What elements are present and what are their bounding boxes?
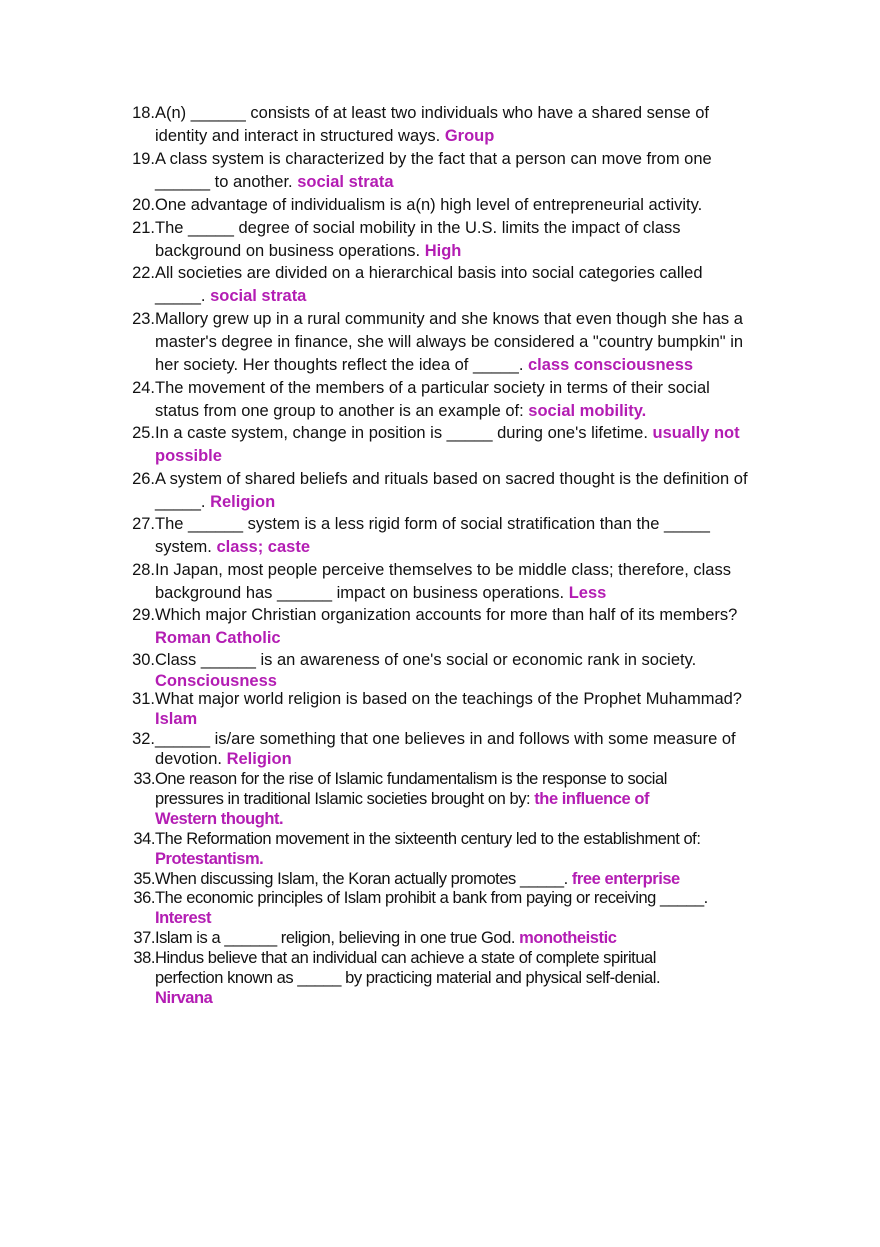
text-line bbox=[155, 217, 681, 240]
question-text: The economic principles of Islam prohibit a bank from paying or receiving _____. bbox=[155, 889, 708, 907]
text-line bbox=[155, 102, 709, 125]
answer-text: Interest bbox=[155, 909, 212, 927]
question-text: _____. bbox=[155, 287, 211, 305]
text-line bbox=[155, 729, 736, 749]
answer-text: social strata bbox=[210, 287, 307, 305]
question-text: A class system is characterized by the fact that a person can move from one bbox=[155, 150, 712, 168]
text-line bbox=[155, 536, 710, 559]
text-line bbox=[155, 948, 660, 968]
text-line bbox=[155, 749, 736, 769]
question-body bbox=[155, 148, 712, 194]
answer-text: monotheistic bbox=[519, 929, 617, 947]
text-line bbox=[155, 769, 667, 789]
question-text: The _____ degree of social mobility in the U.S. limits the impact of class bbox=[155, 219, 681, 237]
text-line bbox=[155, 308, 743, 331]
question-number: 26. bbox=[132, 470, 155, 488]
question-body bbox=[155, 102, 709, 148]
text-line bbox=[155, 194, 702, 217]
question-number: 18. bbox=[132, 104, 155, 122]
text-line bbox=[155, 888, 708, 908]
question-number: 21. bbox=[132, 219, 155, 237]
text-line bbox=[155, 988, 660, 1008]
question-text: All societies are divided on a hierarchical basis into social categories called bbox=[155, 264, 703, 282]
text-line bbox=[155, 582, 731, 605]
question-text: background has ______ impact on business operations. bbox=[155, 584, 569, 602]
question-body bbox=[155, 948, 660, 1008]
answer-text: class; caste bbox=[216, 538, 311, 556]
question-text: background on business operations. bbox=[155, 242, 425, 260]
question-text: her society. Her thoughts reflect the idea of _____. bbox=[155, 356, 528, 374]
text-line bbox=[155, 171, 712, 194]
answer-text: Less bbox=[568, 584, 607, 602]
answer-text: Religion bbox=[210, 493, 276, 511]
question-text: The movement of the members of a particular society in terms of their social bbox=[155, 379, 710, 397]
question-text: In a caste system, change in position is _____ during one's lifetime. bbox=[155, 424, 653, 442]
question-text: A system of shared beliefs and rituals based on sacred thought is the definition of bbox=[155, 470, 748, 488]
answer-text: free enterprise bbox=[571, 870, 680, 888]
question-number: 29. bbox=[132, 606, 155, 624]
answer-text: class consciousness bbox=[528, 356, 694, 374]
answer-text: Roman Catholic bbox=[155, 629, 281, 647]
question-body bbox=[155, 308, 743, 377]
question-number: 30. bbox=[132, 651, 155, 669]
question-number: 25. bbox=[132, 424, 155, 442]
answer-text: Group bbox=[444, 127, 495, 145]
question-number: 22. bbox=[132, 264, 155, 282]
text-line bbox=[155, 513, 710, 536]
text-line bbox=[155, 968, 660, 988]
text-line bbox=[155, 908, 708, 928]
question-text: Mallory grew up in a rural community and she knows that even though she has a bbox=[155, 310, 743, 328]
question-number: 28. bbox=[132, 561, 155, 579]
question-text: ______ is/are something that one believes in and follows with some measure of bbox=[155, 730, 736, 748]
text-line bbox=[155, 422, 740, 445]
question-text: The ______ system is a less rigid form of social stratification than the _____ bbox=[155, 515, 710, 533]
question-text: perfection known as _____ by practicing material and physical self-denial. bbox=[155, 969, 661, 987]
question-text: master's degree in finance, she will always be considered a "country bumpkin" in bbox=[155, 333, 744, 351]
answer-text: High bbox=[424, 242, 462, 260]
question-text: In Japan, most people perceive themselves to be middle class; therefore, class bbox=[155, 561, 731, 579]
text-line bbox=[155, 445, 740, 468]
text-line bbox=[155, 468, 748, 491]
question-body bbox=[155, 262, 703, 308]
question-body bbox=[155, 689, 742, 729]
answer-text: Islam bbox=[155, 710, 198, 728]
question-body bbox=[155, 194, 702, 217]
answer-text: Protestantism. bbox=[155, 850, 264, 868]
answer-text: Western thought. bbox=[155, 810, 284, 828]
question-text: identity and interact in structured ways. bbox=[155, 127, 445, 145]
question-body bbox=[155, 869, 680, 889]
question-body bbox=[155, 468, 748, 514]
text-line bbox=[155, 809, 667, 829]
answer-text: social strata bbox=[297, 173, 394, 191]
text-line bbox=[155, 400, 710, 423]
question-text: _____. bbox=[155, 493, 211, 511]
question-body bbox=[155, 769, 667, 829]
question-text: A(n) ______ consists of at least two individuals who have a shared sense of bbox=[155, 104, 709, 122]
text-line bbox=[155, 650, 696, 671]
question-body bbox=[155, 829, 700, 869]
question-body bbox=[155, 377, 710, 423]
question-number: 19. bbox=[132, 150, 155, 168]
text-line bbox=[155, 125, 709, 148]
question-number: 36. bbox=[133, 889, 155, 907]
question-text: system. bbox=[155, 538, 217, 556]
question-text: When discussing Islam, the Koran actually promotes _____. bbox=[155, 870, 572, 888]
question-body bbox=[155, 928, 616, 948]
question-number: 20. bbox=[132, 196, 155, 214]
question-text: Islam is a ______ religion, believing in one true God. bbox=[155, 929, 520, 947]
text-line bbox=[155, 709, 742, 729]
question-number: 33. bbox=[133, 770, 155, 788]
question-number: 32. bbox=[132, 730, 155, 748]
answer-text: Consciousness bbox=[155, 672, 277, 690]
text-line bbox=[155, 285, 703, 308]
text-line bbox=[155, 559, 731, 582]
question-number: 35. bbox=[133, 870, 155, 888]
text-line bbox=[155, 849, 700, 869]
question-number: 38. bbox=[133, 949, 155, 967]
answer-text: Religion bbox=[226, 750, 292, 768]
question-body bbox=[155, 888, 708, 928]
question-body bbox=[155, 650, 696, 692]
question-body bbox=[155, 604, 737, 650]
question-text: Which major Christian organization accounts for more than half of its members? bbox=[155, 606, 738, 624]
question-body bbox=[155, 513, 710, 559]
text-line bbox=[155, 627, 737, 650]
question-number: 31. bbox=[132, 690, 155, 708]
text-line bbox=[155, 262, 703, 285]
text-line bbox=[155, 491, 748, 514]
text-line bbox=[155, 331, 743, 354]
text-line bbox=[155, 928, 616, 948]
text-line bbox=[155, 789, 667, 809]
question-text: One advantage of individualism is a(n) high level of entrepreneurial activity. bbox=[155, 196, 703, 214]
text-line bbox=[155, 829, 700, 849]
text-line bbox=[155, 689, 742, 709]
question-body bbox=[155, 729, 736, 769]
answer-text: Nirvana bbox=[155, 989, 213, 1007]
question-text: Hindus believe that an individual can achieve a state of complete spiritual bbox=[155, 949, 656, 967]
text-line bbox=[155, 869, 680, 889]
question-text: pressures in traditional Islamic societies brought on by: bbox=[155, 790, 535, 808]
text-line bbox=[155, 604, 737, 627]
question-body bbox=[155, 217, 681, 263]
answer-text: the influence of bbox=[534, 790, 649, 808]
question-text: ______ to another. bbox=[155, 173, 298, 191]
question-number: 23. bbox=[132, 310, 155, 328]
question-text: What major world religion is based on the teachings of the Prophet Muhammad? bbox=[155, 690, 742, 708]
answer-text: usually not bbox=[652, 424, 740, 442]
answer-text: possible bbox=[155, 447, 222, 465]
question-body bbox=[155, 559, 731, 605]
question-text: One reason for the rise of Islamic fundamentalism is the response to social bbox=[155, 770, 667, 788]
text-line bbox=[155, 377, 710, 400]
question-number: 34. bbox=[133, 830, 155, 848]
text-line bbox=[155, 354, 743, 377]
answer-text: social mobility. bbox=[528, 402, 647, 420]
question-text: The Reformation movement in the sixteenth century led to the establishment of: bbox=[155, 830, 701, 848]
question-number: 27. bbox=[132, 515, 155, 533]
question-text: status from one group to another is an example of: bbox=[155, 402, 529, 420]
question-number: 24. bbox=[132, 379, 155, 397]
question-number: 37. bbox=[133, 929, 155, 947]
text-line bbox=[155, 240, 681, 263]
question-text: devotion. bbox=[155, 750, 227, 768]
text-line bbox=[155, 148, 712, 171]
question-body bbox=[155, 422, 740, 468]
question-text: Class ______ is an awareness of one's social or economic rank in society. bbox=[155, 651, 697, 669]
